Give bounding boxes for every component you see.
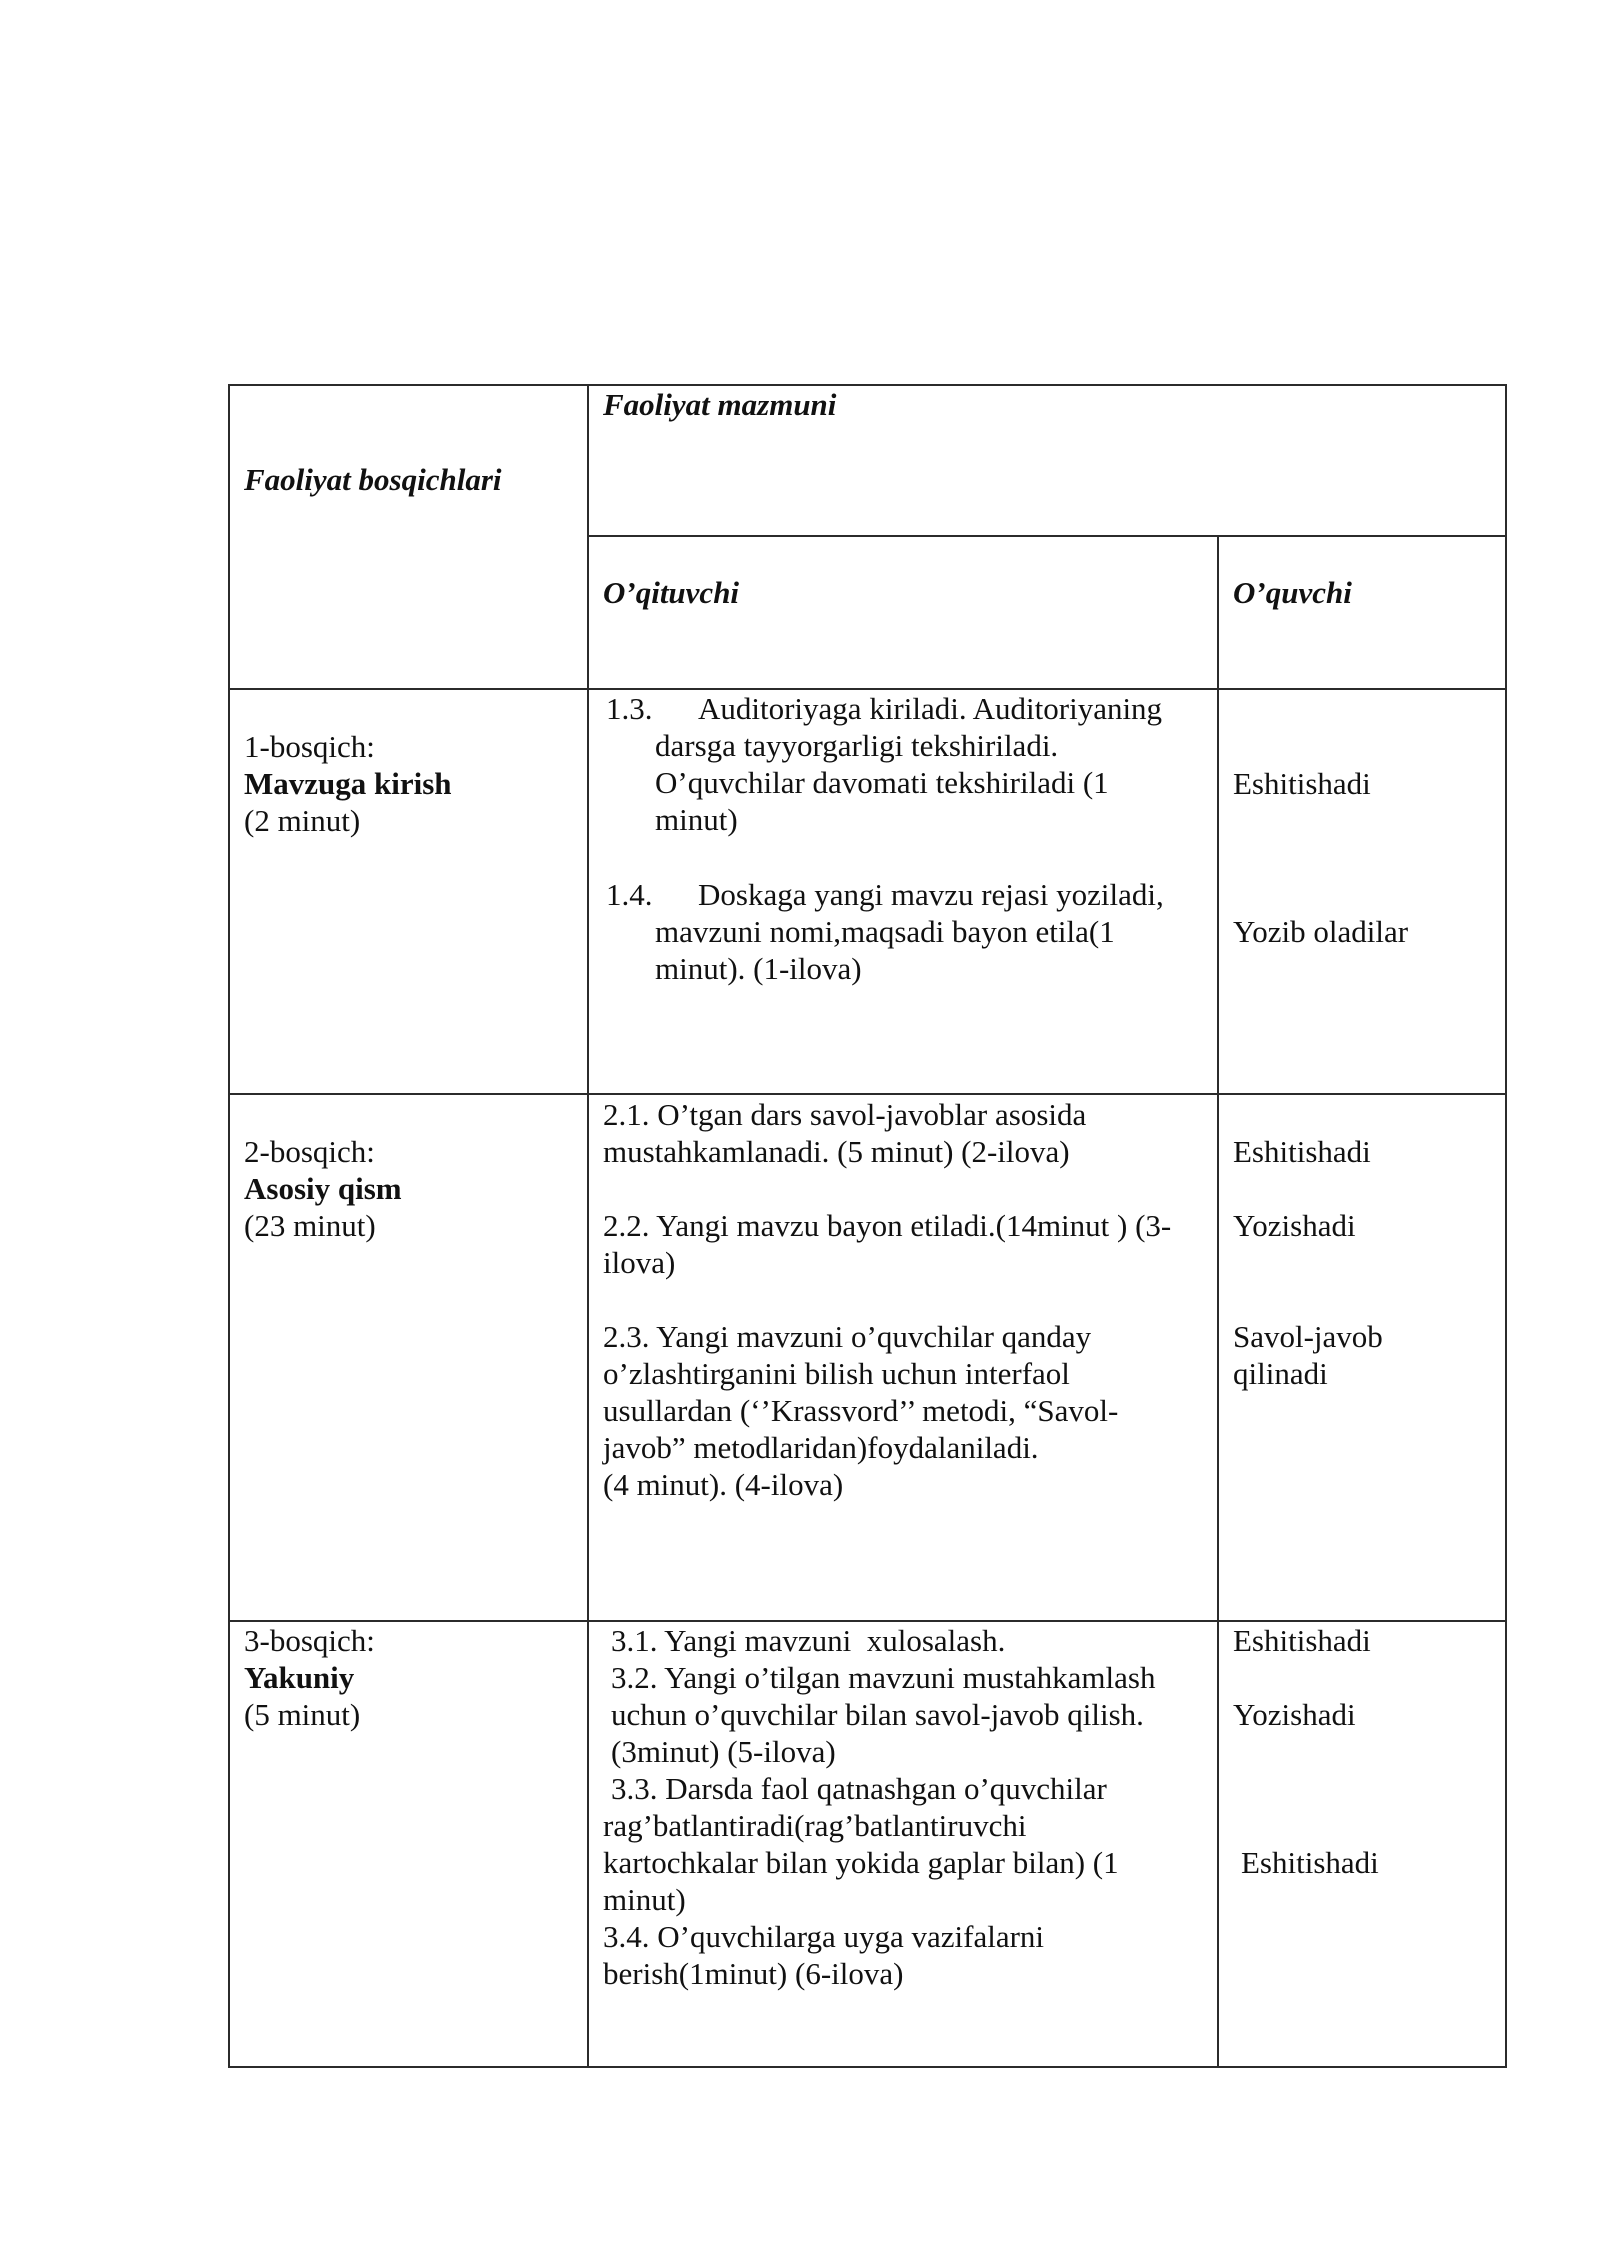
- item-continuation: darsga tayyorgarligi tekshiriladi. O’quvchilar davomati tekshiriladi (1 minut): [655, 728, 1109, 837]
- item-first-line: Auditoriyaga kiriladi. Auditoriyaning: [698, 691, 1163, 726]
- teacher-activity-item: 2.2. Yangi mavzu bayon etiladi.(14minut ) (3- ilova): [603, 1208, 1172, 1280]
- stage-name: Asosiy qism: [244, 1171, 402, 1206]
- stage-number: 1-bosqich:: [244, 729, 375, 764]
- stage-number: 2-bosqich:: [244, 1134, 375, 1169]
- stage-time: (5 minut): [244, 1697, 361, 1732]
- stage-name: Yakuniy: [244, 1660, 355, 1695]
- teacher-activity-item: 3.2. Yangi o’tilgan mavzuni mustahkamlash uchun o’quvchilar bilan savol-javob qilish. (3minut) (5-ilova): [611, 1660, 1156, 1769]
- table-border-right: [1505, 384, 1507, 2068]
- student-activity: Yozib oladilar: [1233, 914, 1409, 949]
- table-divider-col2: [1217, 535, 1219, 2068]
- student-activity: Savol-javob qilinadi: [1233, 1319, 1383, 1391]
- header-content: Faoliyat mazmuni: [603, 387, 837, 422]
- student-activity: Eshitishadi: [1233, 766, 1371, 801]
- stage-name: Mavzuga kirish: [244, 766, 452, 801]
- item-continuation: mavzuni nomi,maqsadi bayon etila(1 minut). (1-ilova): [655, 914, 1115, 986]
- item-first-line: Doskaga yangi mavzu rejasi yoziladi,: [698, 877, 1164, 912]
- teacher-activity-item: 2.1. O’tgan dars savol-javoblar asosida mustahkamlanadi. (5 minut) (2-ilova): [603, 1097, 1087, 1169]
- student-activity: Eshitishadi: [1241, 1845, 1379, 1880]
- teacher-activity-item: 3.3. Darsda faol qatnashgan o’quvchilar: [611, 1771, 1107, 1806]
- teacher-activity-item: rag’batlantiradi(rag’batlantiruvchi kartochkalar bilan yokida gaplar bilan) (1 minut) 3.4. O’quvchilarga uyga vazifalarni berish(1minut) (6-ilova): [603, 1808, 1119, 1991]
- stage-time: (23 minut): [244, 1208, 376, 1243]
- table-border-top: [228, 384, 1507, 386]
- table-border-bottom: [228, 2066, 1507, 2068]
- table-border-left: [228, 384, 230, 2068]
- item-number: 1.3.: [606, 691, 653, 726]
- teacher-activity-item: 3.1. Yangi mavzuni xulosalash.: [611, 1623, 1006, 1658]
- stage-number: 3-bosqich:: [244, 1623, 375, 1658]
- student-activity: Eshitishadi: [1233, 1623, 1371, 1658]
- item-number: 1.4.: [606, 877, 653, 912]
- table-divider-col1: [587, 384, 589, 2068]
- header-stages: Faoliyat bosqichlari: [244, 462, 502, 497]
- student-activity: Eshitishadi: [1233, 1134, 1371, 1169]
- teacher-activity-item: 2.3. Yangi mavzuni o’quvchilar qanday o’zlashtirganini bilish uchun interfaol usullardan (‘’Krassvord’’ metodi, “Savol- javob” metodlaridan)foydalaniladi. (4 minut). (4-ilova): [603, 1319, 1119, 1502]
- table-divider-subheader: [588, 535, 1507, 537]
- header-student: O’quvchi: [1233, 575, 1352, 610]
- stage-time: (2 minut): [244, 803, 361, 838]
- student-activity: Yozishadi: [1233, 1208, 1356, 1243]
- student-activity: Yozishadi: [1233, 1697, 1356, 1732]
- header-teacher: O’qituvchi: [603, 575, 740, 610]
- table-divider-row1: [228, 1093, 1507, 1095]
